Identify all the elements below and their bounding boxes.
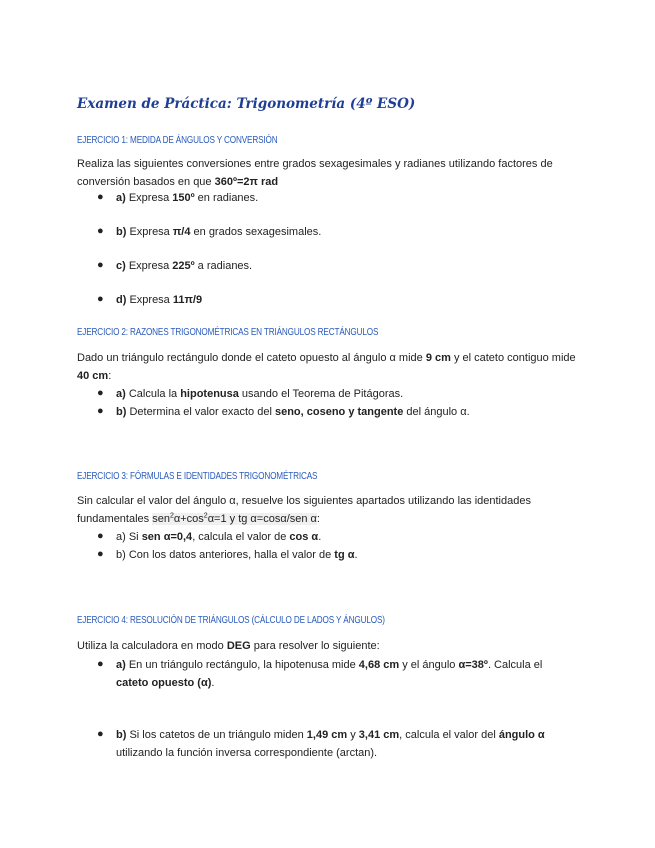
bullet-icon: ●: [97, 259, 104, 271]
exercise-2-intro: Dado un triángulo rectángulo donde el cateto opuesto al ángulo α mide 9 cm y el cateto contiguo mide 40 cm:: [77, 352, 576, 382]
bullet-icon: ●: [97, 658, 104, 670]
bullet-icon: ●: [97, 405, 104, 417]
bullet-icon: ●: [97, 548, 104, 560]
exercise-1-heading: EJERCICIO 1: MEDIDA DE ÁNGULOS Y CONVERSIÓN: [77, 134, 278, 146]
exercise-4-item-b: b) Si los catetos de un triángulo miden 1,49 cm y 3,41 cm, calcula el valor del ángulo α utilizando la función inversa correspondiente (arctan).: [116, 729, 545, 759]
exercise-1-item-d: d) Expresa 11π/9: [116, 294, 203, 306]
exercise-1-item-c: c) Expresa 225º a radianes.: [116, 260, 253, 272]
exercise-4-item-a: a) En un triángulo rectángulo, la hipotenusa mide 4,68 cm y el ángulo α=38º. Calcula el cateto opuesto (α).: [116, 659, 543, 689]
exercise-3-heading: EJERCICIO 3: FÓRMULAS E IDENTIDADES TRIGONOMÉTRICAS: [77, 470, 318, 482]
exercise-3-item-a: a) Si sen α=0,4, calcula el valor de cos α.: [116, 531, 322, 543]
bullet-icon: ●: [97, 293, 104, 305]
bullet-icon: ●: [97, 191, 104, 203]
bullet-icon: ●: [97, 728, 104, 740]
bullet-icon: ●: [97, 530, 104, 542]
exam-title: Examen de Práctica: Trigonometría (4º ESO): [77, 96, 416, 112]
bullet-icon: ●: [97, 387, 104, 399]
exercise-3-intro: Sin calcular el valor del ángulo α, resuelve los siguientes apartados utilizando las identidades fundamentales $sen^2\alpha+\cos^2\alpha=1$ y tg α=cosα/sen α:: [77, 495, 531, 525]
exercise-2-item-a: a) Calcula la hipotenusa usando el Teorema de Pitágoras.: [116, 388, 404, 400]
identity-formula: $sen^2\alpha+\cos^2\alpha=1$ y tg α=cosα/sen α: [152, 512, 317, 525]
bullet-icon: ●: [97, 225, 104, 237]
exercise-4-intro: Utiliza la calculadora en modo DEG para resolver lo siguiente:: [77, 640, 380, 652]
exercise-1-item-b: b) Expresa π/4 en grados sexagesimales.: [116, 226, 322, 238]
exercise-2-heading: EJERCICIO 2: RAZONES TRIGONOMÉTRICAS EN TRIÁNGULOS RECTÁNGULOS: [77, 326, 379, 338]
exercise-2-item-b: b) Determina el valor exacto del seno, coseno y tangente del ángulo α.: [116, 406, 470, 418]
exercise-3-item-b: b) Con los datos anteriores, halla el valor de tg α.: [116, 549, 358, 561]
exercise-1-intro: Realiza las siguientes conversiones entre grados sexagesimales y radianes utilizando factores de conversión basados en que 360º=2π rad: [77, 158, 553, 188]
exercise-4-heading: EJERCICIO 4: RESOLUCIÓN DE TRIÁNGULOS (CÁLCULO DE LADOS Y ÁNGULOS): [77, 614, 385, 626]
exercise-1-item-a: a) Expresa 150º en radianes.: [116, 192, 259, 204]
